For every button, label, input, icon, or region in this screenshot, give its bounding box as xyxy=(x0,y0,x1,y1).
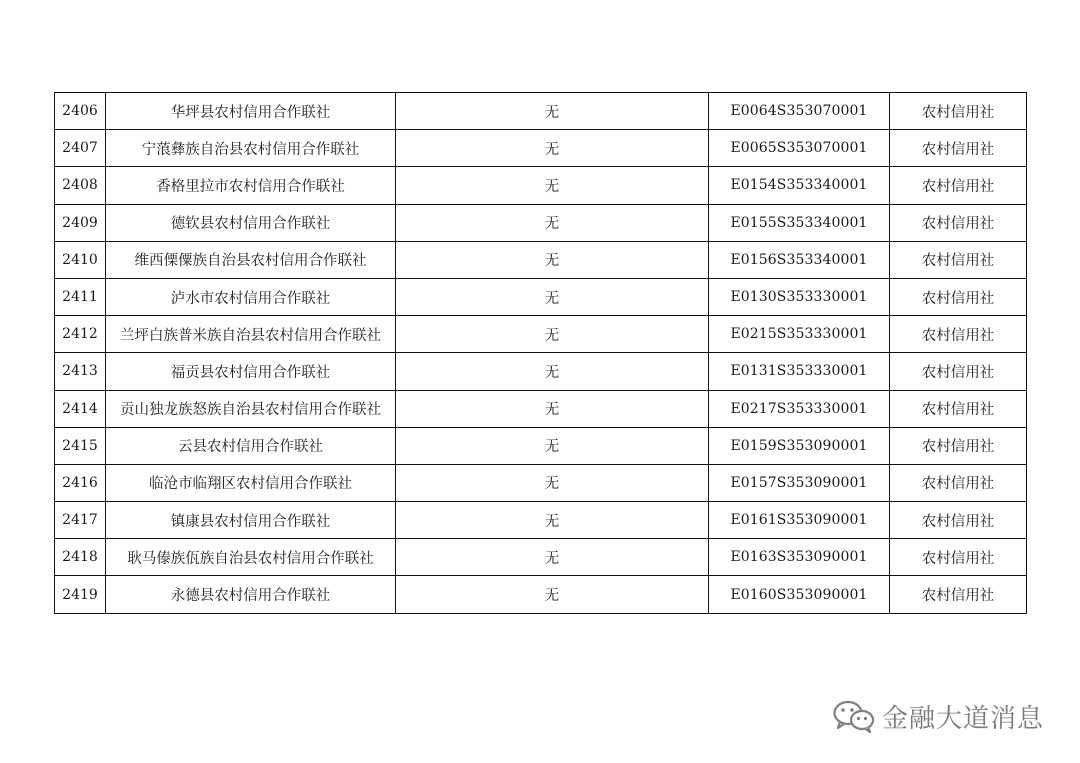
institution-code-cell: E0161S353090001 xyxy=(709,502,890,539)
institution-code-cell: E0159S353090001 xyxy=(709,427,890,464)
row-number-cell: 2418 xyxy=(55,539,106,576)
table-row xyxy=(55,390,1027,427)
row-number-cell: 2408 xyxy=(55,167,106,204)
row-number-cell: 2412 xyxy=(55,316,106,353)
institution-type-cell: 农村信用社 xyxy=(890,93,1027,130)
institution-name-cell: 维西傈僳族自治县农村信用合作联社 xyxy=(106,241,396,278)
institution-name-cell: 福贡县农村信用合作联社 xyxy=(106,353,396,390)
row-number-cell: 2410 xyxy=(55,241,106,278)
institution-name-cell: 兰坪白族普米族自治县农村信用合作联社 xyxy=(106,316,396,353)
other-info-cell: 无 xyxy=(396,204,709,241)
institution-code-cell: E0130S353330001 xyxy=(709,278,890,315)
other-info-cell: 无 xyxy=(396,167,709,204)
row-number-cell: 2417 xyxy=(55,502,106,539)
other-info-cell: 无 xyxy=(396,130,709,167)
row-number-cell: 2407 xyxy=(55,130,106,167)
other-info-cell: 无 xyxy=(396,464,709,501)
institution-code-cell: E0160S353090001 xyxy=(709,576,890,613)
institution-type-cell: 农村信用社 xyxy=(890,130,1027,167)
watermark-text: 金融大道消息 xyxy=(881,703,1044,734)
other-info-cell: 无 xyxy=(396,576,709,613)
watermark xyxy=(832,696,1044,736)
institution-type-cell: 农村信用社 xyxy=(890,502,1027,539)
institution-table xyxy=(54,92,1027,614)
institution-name-cell: 镇康县农村信用合作联社 xyxy=(106,502,396,539)
table-row xyxy=(55,576,1027,613)
other-info-cell: 无 xyxy=(396,539,709,576)
institution-name-cell: 德钦县农村信用合作联社 xyxy=(106,204,396,241)
row-number-cell: 2416 xyxy=(55,464,106,501)
institution-code-cell: E0157S353090001 xyxy=(709,464,890,501)
institution-code-cell: E0163S353090001 xyxy=(709,539,890,576)
table-row xyxy=(55,464,1027,501)
institution-code-cell: E0131S353330001 xyxy=(709,353,890,390)
other-info-cell: 无 xyxy=(396,353,709,390)
institution-name-cell: 贡山独龙族怒族自治县农村信用合作联社 xyxy=(106,390,396,427)
institution-code-cell: E0217S353330001 xyxy=(709,390,890,427)
institution-name-cell: 云县农村信用合作联社 xyxy=(106,427,396,464)
table-row xyxy=(55,502,1027,539)
institution-code-cell: E0065S353070001 xyxy=(709,130,890,167)
table-row xyxy=(55,427,1027,464)
other-info-cell: 无 xyxy=(396,93,709,130)
row-number-cell: 2406 xyxy=(55,93,106,130)
institution-name-cell: 临沧市临翔区农村信用合作联社 xyxy=(106,464,396,501)
institution-code-cell: E0064S353070001 xyxy=(709,93,890,130)
row-number-cell: 2409 xyxy=(55,204,106,241)
table-row xyxy=(55,539,1027,576)
other-info-cell: 无 xyxy=(396,427,709,464)
row-number-cell: 2415 xyxy=(55,427,106,464)
table-row xyxy=(55,204,1027,241)
other-info-cell: 无 xyxy=(396,241,709,278)
row-number-cell: 2411 xyxy=(55,278,106,315)
institution-name-cell: 华坪县农村信用合作联社 xyxy=(106,93,396,130)
other-info-cell: 无 xyxy=(396,390,709,427)
institution-code-cell: E0154S353340001 xyxy=(709,167,890,204)
table-row xyxy=(55,316,1027,353)
institution-type-cell: 农村信用社 xyxy=(890,204,1027,241)
row-number-cell: 2414 xyxy=(55,390,106,427)
other-info-cell: 无 xyxy=(396,278,709,315)
row-number-cell: 2413 xyxy=(55,353,106,390)
other-info-cell: 无 xyxy=(396,316,709,353)
institution-table-container xyxy=(54,92,1027,614)
table-row xyxy=(55,130,1027,167)
table-row xyxy=(55,167,1027,204)
institution-code-cell: E0155S353340001 xyxy=(709,204,890,241)
table-row xyxy=(55,278,1027,315)
wechat-icon xyxy=(832,699,876,733)
other-info-cell: 无 xyxy=(396,502,709,539)
table-body xyxy=(55,93,1027,614)
table-row xyxy=(55,353,1027,390)
institution-type-cell: 农村信用社 xyxy=(890,278,1027,315)
table-row xyxy=(55,241,1027,278)
institution-type-cell: 农村信用社 xyxy=(890,576,1027,613)
institution-code-cell: E0156S353340001 xyxy=(709,241,890,278)
table-row xyxy=(55,93,1027,130)
row-number-cell: 2419 xyxy=(55,576,106,613)
institution-name-cell: 宁蒗彝族自治县农村信用合作联社 xyxy=(106,130,396,167)
institution-type-cell: 农村信用社 xyxy=(890,390,1027,427)
institution-type-cell: 农村信用社 xyxy=(890,427,1027,464)
institution-type-cell: 农村信用社 xyxy=(890,167,1027,204)
institution-type-cell: 农村信用社 xyxy=(890,353,1027,390)
institution-name-cell: 耿马傣族佤族自治县农村信用合作联社 xyxy=(106,539,396,576)
institution-name-cell: 永德县农村信用合作联社 xyxy=(106,576,396,613)
institution-type-cell: 农村信用社 xyxy=(890,539,1027,576)
institution-type-cell: 农村信用社 xyxy=(890,316,1027,353)
institution-code-cell: E0215S353330001 xyxy=(709,316,890,353)
institution-name-cell: 泸水市农村信用合作联社 xyxy=(106,278,396,315)
institution-name-cell: 香格里拉市农村信用合作联社 xyxy=(106,167,396,204)
institution-type-cell: 农村信用社 xyxy=(890,241,1027,278)
institution-type-cell: 农村信用社 xyxy=(890,464,1027,501)
